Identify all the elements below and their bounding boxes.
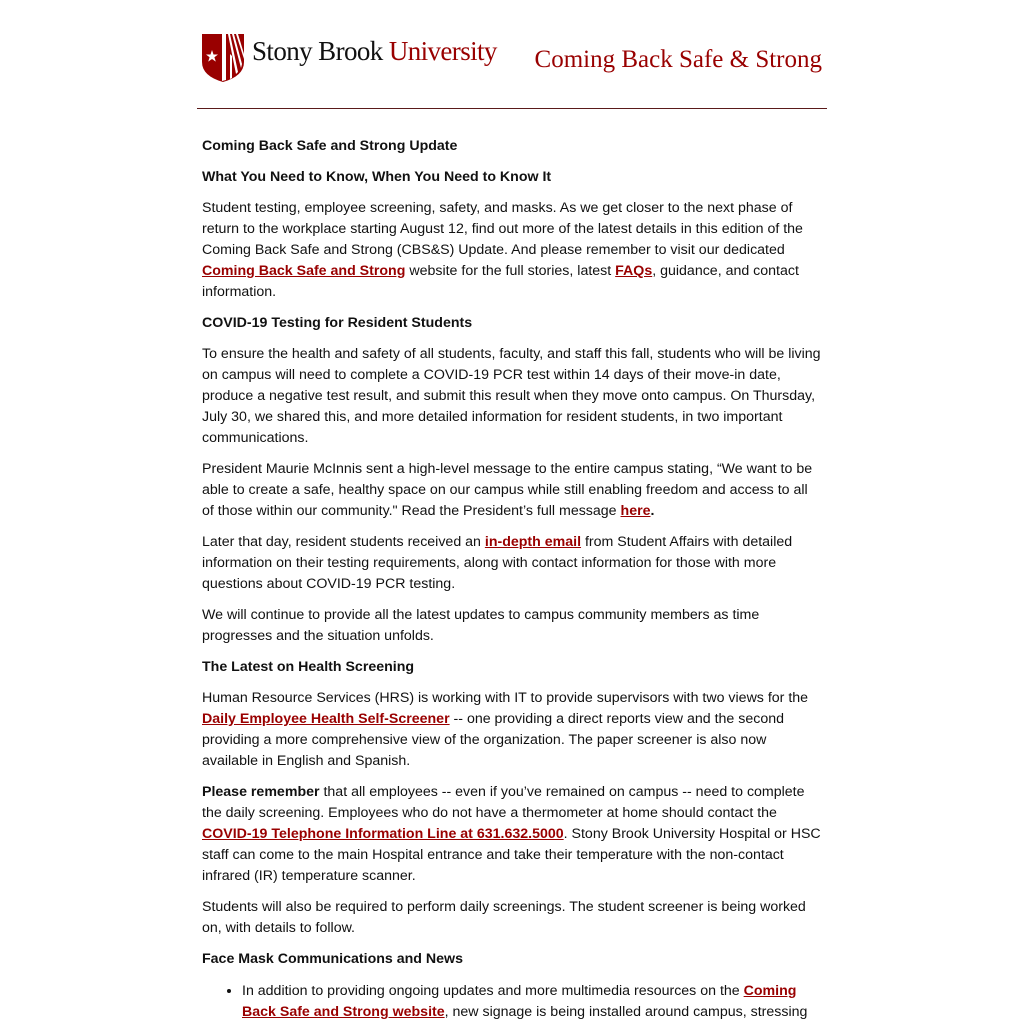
screening-p2-text-2: . Stony Brook University Hospital or HSC staff can come to the main Hospital entrance and take their temperature with the non-contact infrared (IR) temperature scanner. <box>202 826 821 884</box>
header-tagline: Coming Back Safe & Strong <box>534 46 822 73</box>
testing-paragraph-1: To ensure the health and safety of all students, faculty, and staff this fall, students who will be living on campus will need to complete a COVID-19 PCR test within 14 days of their move-in date, produce a negative test result, and submit this result when they move onto campus. On Thursday, July 30, we shared this, and more detailed information for resident students, in two important communications. <box>202 346 821 446</box>
cbss-website-link-2[interactable]: Coming Back Safe and Strong website <box>242 983 797 1020</box>
period: . <box>650 503 655 519</box>
email-container <box>197 0 827 1023</box>
intro-paragraph <box>202 198 822 303</box>
testing-p3-text-1: Later that day, resident students received an <box>202 534 485 550</box>
telephone-info-line-link[interactable]: COVID-19 Telephone Information Line at 631.632.5000 <box>202 826 564 842</box>
logo-word-university: University <box>388 35 497 66</box>
testing-paragraph-4: We will continue to provide all the latest updates to campus community members as time progresses and the situation unfolds. <box>202 607 760 644</box>
screening-paragraph-3: Students will also be required to perform daily screenings. The student screener is being worked on, with details to follow. <box>202 899 806 936</box>
screening-p2-text-1: that all employees -- even if you’ve remained on campus -- need to complete the daily screening. Employees who do not have a thermometer at home should contact the <box>202 784 805 821</box>
masks-heading: Face Mask Communications and News <box>202 951 463 967</box>
intro-text-3: , guidance, and contact information. <box>202 263 799 300</box>
shield-icon <box>202 32 244 82</box>
testing-p3-text-2: from Student Affairs with detailed information on their testing requirements, along with contact information for those with more questions about COVID-19 PCR testing. <box>202 534 793 592</box>
screening-p1-text-2: -- one providing a direct reports view and the second providing a more comprehensive view of the organization. The paper screener is also now available in English and Spanish. <box>202 711 784 769</box>
logo-wordmark <box>252 35 497 66</box>
list-item <box>242 981 822 1023</box>
intro-text-1: Student testing, employee screening, safety, and masks. As we get closer to the next phase of return to the workplace starting August 12, find out more of the latest details in this edition of the Coming Back Safe and Strong (CBS&S) Update. And please remember to visit our dedicated <box>202 200 803 258</box>
faqs-link[interactable]: FAQs <box>615 263 653 279</box>
logo-word-stony-brook: Stony Brook <box>252 35 383 66</box>
testing-paragraph-2 <box>202 459 822 522</box>
university-logo[interactable] <box>202 32 497 82</box>
president-message-link[interactable]: here <box>620 503 651 519</box>
intro-text-2: website for the full stories, latest <box>405 263 616 279</box>
screening-paragraph-2 <box>202 782 822 887</box>
newsletter-subtitle: What You Need to Know, When You Need to Know It <box>202 169 552 185</box>
screening-p1-text-1: Human Resource Services (HRS) is working with IT to provide supervisors with two views for the <box>202 690 809 706</box>
masks-list <box>202 981 822 1023</box>
in-depth-email-link[interactable]: in-depth email <box>484 534 582 550</box>
screening-heading: The Latest on Health Screening <box>202 659 415 675</box>
self-screener-link[interactable]: Daily Employee Health Self-Screener <box>202 711 450 727</box>
testing-paragraph-3 <box>202 532 822 595</box>
please-remember-bold: Please remember <box>202 784 320 800</box>
masks-bullet-text-1: In addition to providing ongoing updates and more multimedia resources on the <box>242 983 744 999</box>
email-header <box>197 0 827 109</box>
newsletter-title: Coming Back Safe and Strong Update <box>202 138 458 154</box>
email-body <box>197 136 827 1023</box>
masks-bullet-text-2: , new signage is being installed around campus, stressing <box>444 1004 808 1020</box>
cbss-website-link[interactable]: Coming Back Safe and Strong <box>202 263 406 279</box>
testing-heading: COVID-19 Testing for Resident Students <box>202 315 473 331</box>
president-quote-text: President Maurie McInnis sent a high-level message to the entire campus stating, “We want to be able to create a safe, healthy space on our campus while still enabling freedom and access to all of those within our community." Read the President’s full message <box>202 461 813 519</box>
screening-paragraph-1 <box>202 688 822 772</box>
